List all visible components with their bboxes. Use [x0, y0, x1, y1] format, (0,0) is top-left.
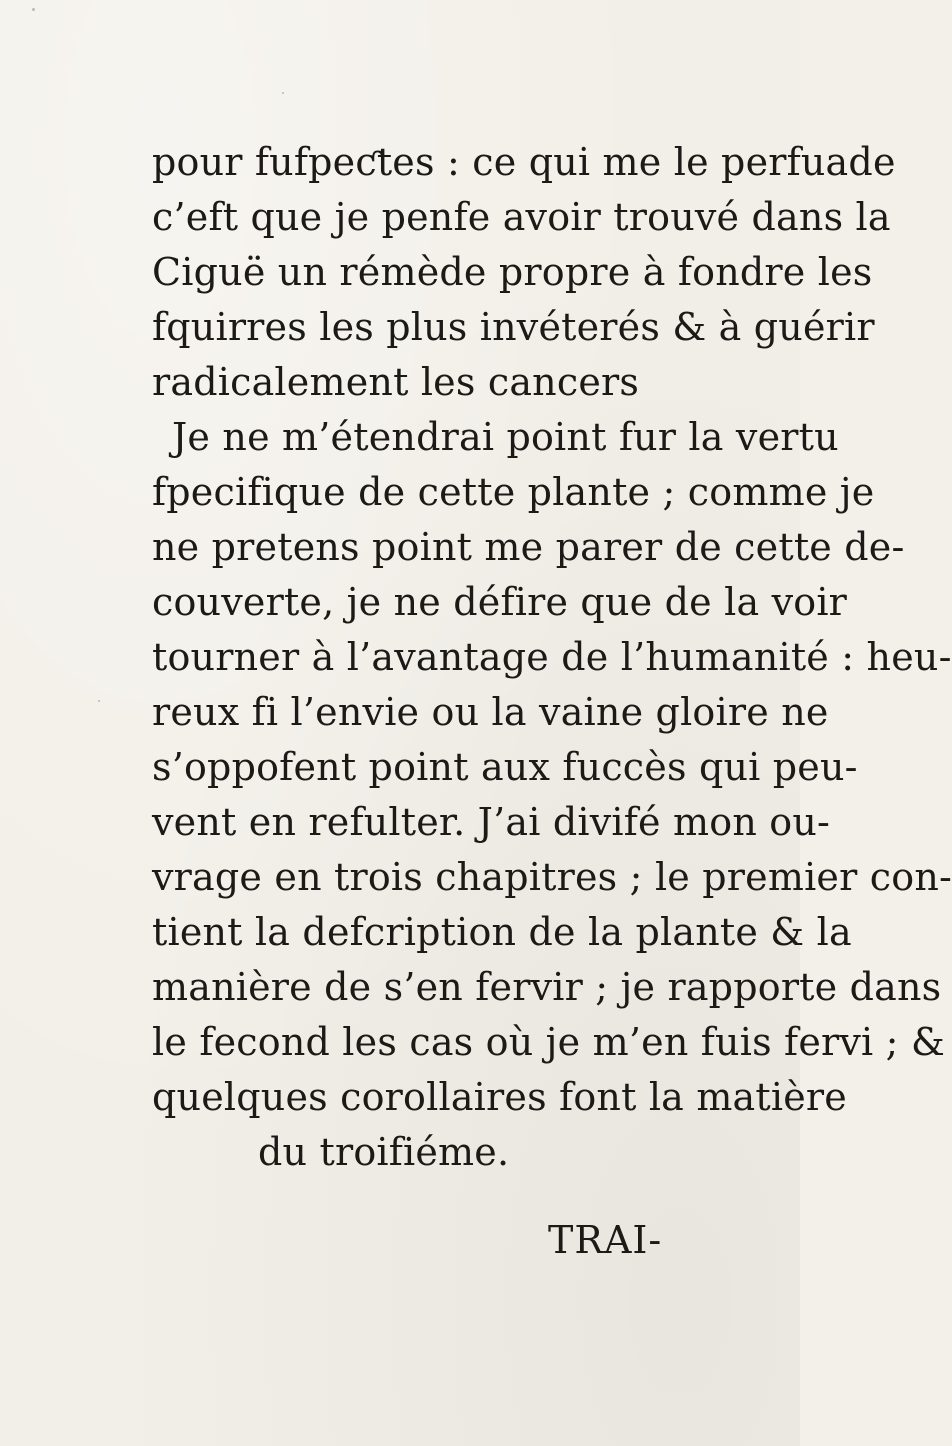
text-line-18: quelques corollaires font la matière [152, 1075, 847, 1119]
text-line-11: reux fi l’envie ou la vaine gloire ne [152, 690, 829, 734]
text-line-14: vrage en trois chapitres ; le premier con- [152, 855, 952, 899]
text-line-5: radicalement les cancers [152, 360, 640, 404]
text-line-3: Ciguë un rémède propre à fondre les [152, 250, 873, 294]
text-line-10: tourner à l’avantage de l’humanité : heu- [152, 635, 952, 679]
paper-speck [32, 8, 35, 11]
text-line-6-paragraph-start: Je ne m’étendrai point fur la vertu [172, 415, 839, 459]
text-line-13: vent en refulter. J’ai divifé mon ou- [152, 800, 831, 844]
text-line-9: couverte, je ne défire que de la voir [152, 580, 848, 624]
text-line-8: ne pretens point me parer de cette de- [152, 525, 905, 569]
text-line-15: tient la defcription de la plante & la [152, 910, 852, 954]
text-line-4: fquirres les plus invéterés & à guérir [152, 305, 875, 349]
text-line-17: le fecond les cas où je m’en fuis fervi ; & [152, 1020, 945, 1064]
text-line-16: manière de s’en fervir ; je rapporte dans [152, 965, 942, 1009]
paper-speck [98, 700, 100, 702]
text-line-1: pour fufpeƈtes : ce qui me le perfuade [152, 140, 896, 184]
paper-speck [282, 92, 284, 94]
catchword: TRAI- [548, 1218, 663, 1262]
text-line-19: du troifiéme. [258, 1130, 510, 1174]
text-line-2: c’eft que je penfe avoir trouvé dans la [152, 195, 891, 239]
text-line-7: fpecifique de cette plante ; comme je [152, 470, 875, 514]
text-line-12: s’oppofent point aux fuccès qui peu- [152, 745, 858, 789]
